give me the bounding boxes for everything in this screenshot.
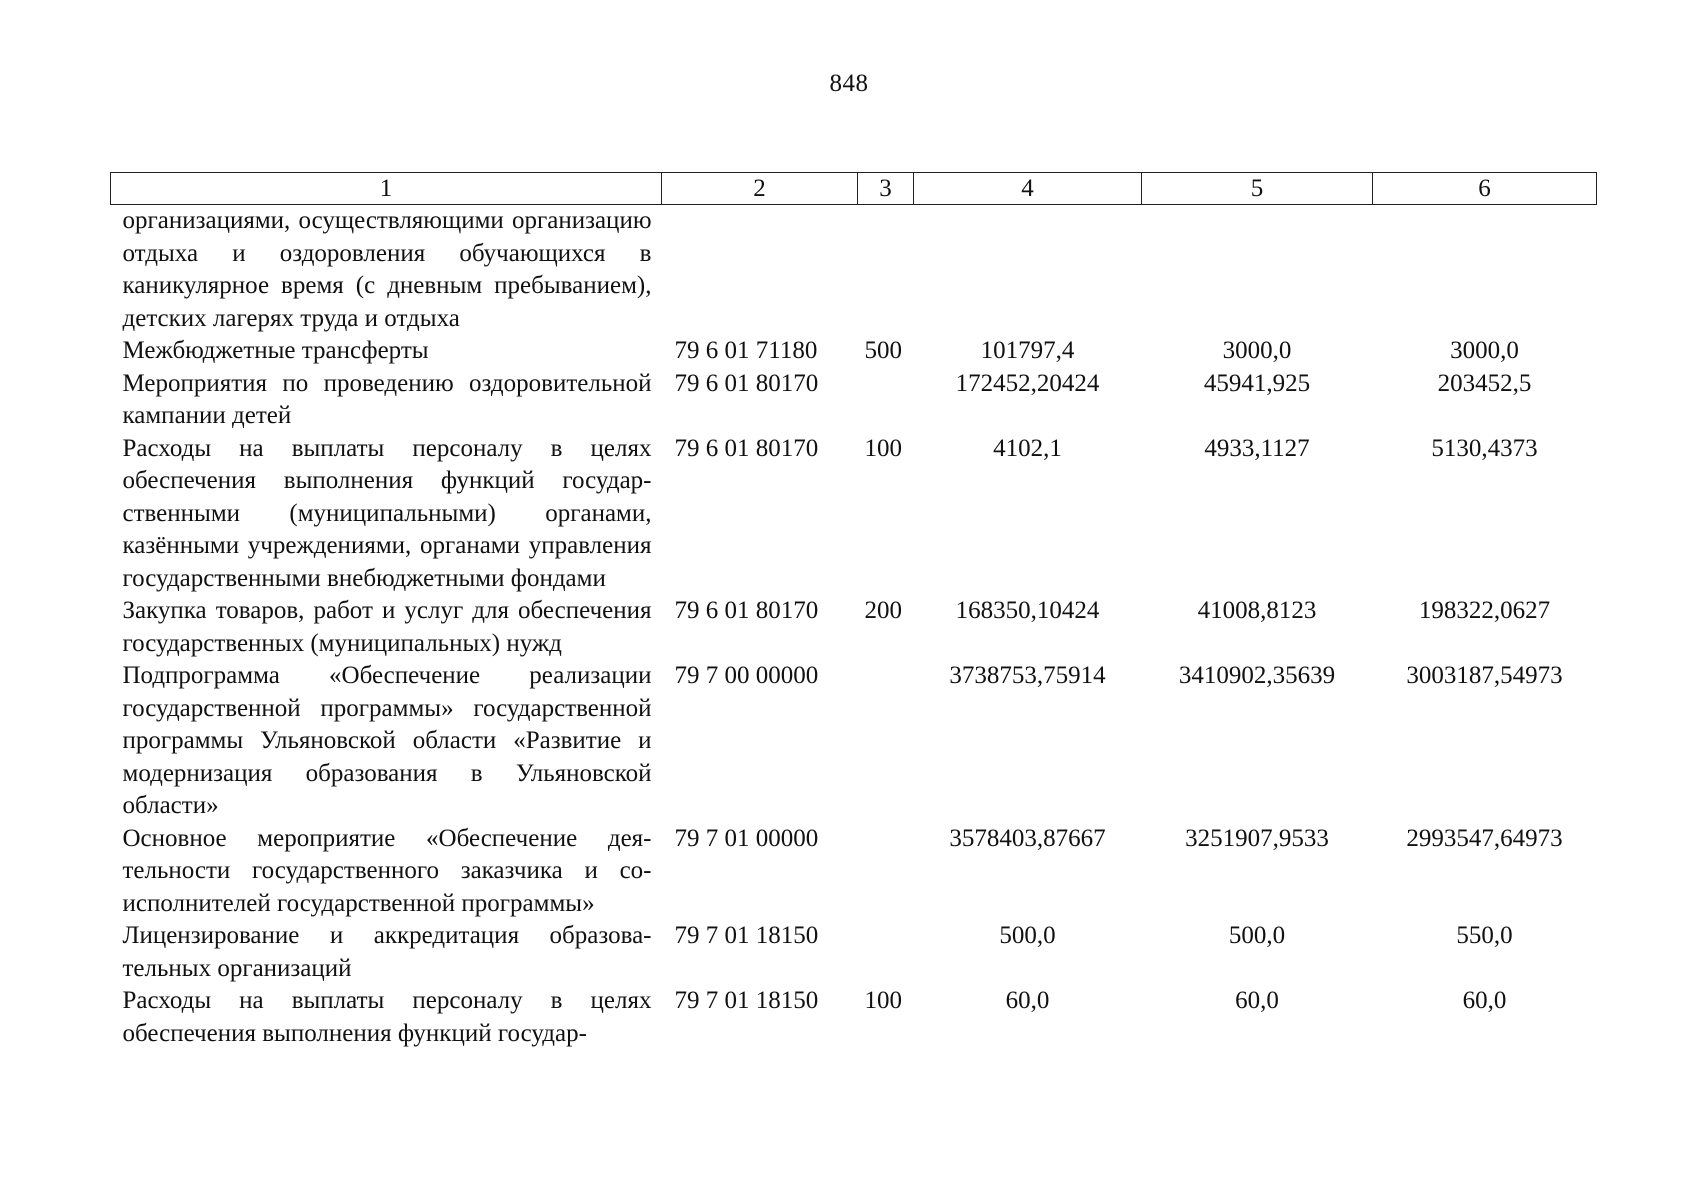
table-row [111, 335, 1597, 368]
row-code: 79 7 01 18150 [674, 922, 819, 949]
table-row [111, 595, 1597, 660]
table-row [111, 368, 1597, 433]
row-name: организациями, осуществляющими организацию отдыха и оздоровления обучающихся в каникулярное время (с дневным пребыванием), детских лагерях труда и отдыха [122, 207, 652, 332]
row-name: Закупка товаров, работ и услуг для обеспечения государственных (муниципальных) нужд [122, 597, 652, 657]
page-number: 848 [829, 70, 869, 97]
row-value-5: 3410902,35639 [1178, 662, 1336, 689]
row-value-5: 4933,1127 [1204, 434, 1310, 462]
row-name: Подпрограмма «Обеспечение реализации государственной программы» государственной программы Ульяновской области «Развитие и модернизация образования в Ульяновской области» [122, 662, 652, 819]
row-name: Основное мероприятие «Обеспечение деятельности государственного заказчика и соисполнителей государственной программы» [122, 824, 652, 917]
row-code: 79 7 00 00000 [674, 662, 819, 689]
column-header: 3 [858, 173, 914, 205]
row-value-6: 60,0 [1462, 987, 1507, 1014]
row-code: 79 7 01 18150 [674, 987, 819, 1014]
row-value-6 [1373, 205, 1597, 336]
row-value-4: 101797,4 [980, 337, 1075, 364]
row-value-6: 198322,0627 [1418, 597, 1551, 624]
row-code: 79 6 01 80170 [674, 434, 819, 462]
row-value-4: 168350,10424 [955, 597, 1100, 624]
row-value-6: 550,0 [1456, 922, 1513, 949]
table-row [111, 660, 1597, 823]
row-name: Лицензирование и аккредитация образовательных организаций [122, 922, 652, 982]
row-code: 79 7 01 00000 [674, 824, 819, 852]
row-value-5: 3000,0 [1222, 337, 1292, 364]
row-value-5: 41008,8123 [1197, 597, 1317, 624]
column-header: 1 [111, 173, 662, 205]
table-row [111, 823, 1597, 921]
header-row [111, 173, 1597, 205]
row-type: 500 [864, 337, 902, 364]
row-value-4: 4102,1 [993, 434, 1062, 462]
row-value-4 [914, 205, 1142, 336]
table-row [111, 433, 1597, 596]
row-value-6: 3003187,54973 [1406, 662, 1563, 689]
table-row [111, 920, 1597, 985]
row-value-5: 45941,925 [1203, 369, 1311, 397]
table-row [111, 985, 1597, 1050]
row-type [858, 823, 914, 921]
row-type: 200 [864, 597, 902, 624]
row-value-6: 3000,0 [1450, 337, 1519, 364]
row-code: 79 6 01 80170 [674, 597, 819, 624]
row-code: 79 6 01 80170 [674, 369, 819, 397]
row-value-6: 5130,4373 [1431, 434, 1538, 462]
column-header: 4 [914, 173, 1142, 205]
row-value-5: 3251907,9533 [1185, 824, 1329, 852]
row-type: 100 [864, 987, 902, 1014]
row-value-5 [1142, 205, 1373, 336]
row-value-6: 203452,5 [1437, 369, 1532, 397]
row-name: Расходы на выплаты персоналу в целях обеспечения выполнения функций государственными (муниципальными) органами, казёнными учреждениями, органами управления государственными внебюджетными фондами [122, 434, 652, 592]
column-header: 2 [662, 173, 858, 205]
row-type [858, 660, 914, 823]
row-value-5: 500,0 [1228, 922, 1286, 949]
row-name: Расходы на выплаты персоналу в целях обеспечения выполнения функций государ- [122, 987, 652, 1047]
column-header: 5 [1142, 173, 1373, 205]
row-name: Межбюджетные трансферты [122, 337, 429, 364]
column-header: 6 [1373, 173, 1597, 205]
row-type: 100 [864, 434, 902, 462]
row-code [662, 205, 858, 336]
table-row [111, 205, 1597, 336]
row-code: 79 6 01 71180 [674, 337, 818, 364]
budget-table [110, 172, 1597, 1050]
row-value-5: 60,0 [1235, 987, 1279, 1014]
row-value-4: 3738753,75914 [949, 662, 1106, 689]
row-type [858, 368, 914, 433]
row-value-4: 172452,20424 [955, 369, 1100, 397]
row-type [858, 920, 914, 985]
row-value-4: 500,0 [999, 922, 1056, 949]
row-value-6: 2993547,64973 [1406, 824, 1563, 852]
row-value-4: 3578403,87667 [949, 824, 1106, 852]
row-name: Мероприятия по проведению оздоровительной кампании детей [122, 369, 652, 429]
row-value-4: 60,0 [1005, 987, 1050, 1014]
row-type [858, 205, 914, 336]
